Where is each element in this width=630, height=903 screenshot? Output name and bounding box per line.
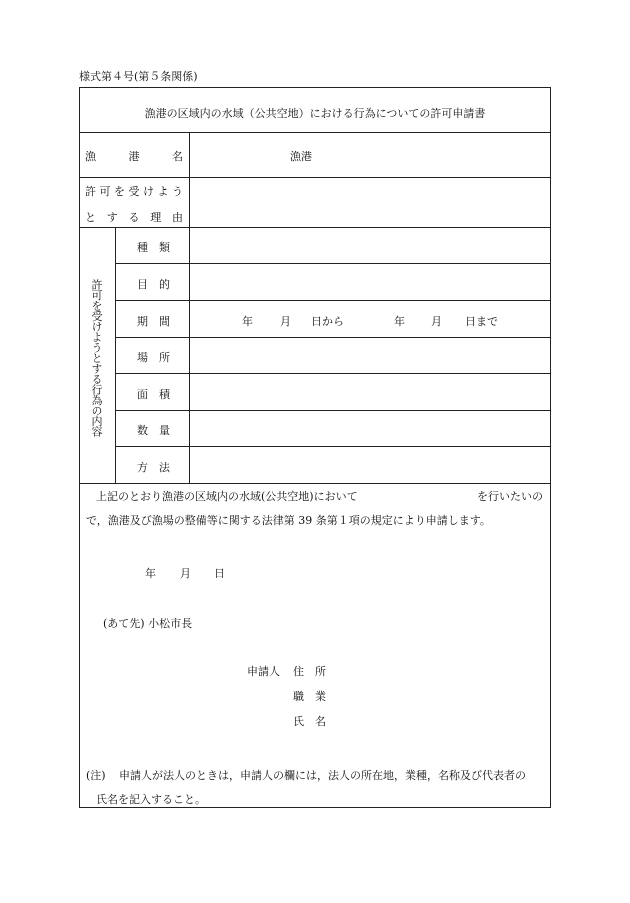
period-start-day: 日から	[311, 315, 344, 328]
addressee: (あて先) 小松市長	[103, 617, 193, 630]
divider	[80, 177, 550, 178]
row-label-quantity: 数 量	[137, 424, 170, 437]
divider	[115, 337, 550, 338]
divider	[115, 446, 550, 447]
row-label-place: 場 所	[137, 351, 170, 364]
date-day: 日	[214, 567, 225, 580]
column-divider	[189, 132, 190, 483]
applicant-occupation-label: 職 業	[293, 690, 326, 703]
divider	[115, 300, 550, 301]
date-year: 年	[145, 567, 156, 580]
period-start-year: 年	[242, 315, 253, 328]
applicant-address-label: 住 所	[293, 665, 326, 678]
period-end-month: 月	[431, 315, 442, 328]
declaration-line2: で，漁港及び漁場の整備等に関する法律第 39 条第１項の規定により申請します。	[86, 514, 491, 527]
period-end-year: 年	[394, 315, 405, 328]
row-label-purpose: 目 的	[137, 278, 170, 291]
fishing-port-value: 漁港	[290, 150, 312, 163]
period-start-month: 月	[280, 315, 291, 328]
reason-label-line2: と す る 理 由	[85, 211, 183, 224]
period-end-day: 日まで	[465, 315, 498, 328]
divider	[115, 373, 550, 374]
content-group-label: 許可を受けようとする行為の内容	[90, 279, 103, 437]
note-line1: 申請人が法人のときは，申請人の欄には，法人の所在地，業種，名称及び代表者の	[119, 769, 526, 782]
row-label-type: 種 類	[137, 241, 170, 254]
applicant-name-label: 氏 名	[293, 715, 326, 728]
row-label-area: 面 積	[137, 388, 170, 401]
declaration-line1-right: を行いたいの	[477, 490, 543, 503]
declaration-line1-left: 上記のとおり漁港の区域内の水域(公共空地)において	[96, 490, 358, 503]
divider	[80, 483, 550, 484]
note-prefix: (注)	[86, 769, 106, 782]
fishing-port-label: 漁 港 名	[85, 150, 183, 163]
date-month: 月	[180, 567, 191, 580]
column-divider	[115, 227, 116, 483]
reason-label-line1: 許 可 を 受 け よ う	[85, 185, 183, 198]
form-number: 様式第４号(第５条関係)	[79, 70, 198, 83]
applicant-label: 申請人	[247, 665, 280, 678]
row-label-method: 方 法	[137, 461, 170, 474]
application-form	[79, 87, 551, 808]
row-label-period: 期 間	[137, 315, 170, 328]
divider	[80, 227, 550, 228]
note-line2: 氏名を記入すること。	[96, 793, 206, 806]
divider	[115, 263, 550, 264]
form-title: 漁港の区域内の水域（公共空地）における行為についての許可申請書	[144, 107, 486, 120]
divider	[80, 132, 550, 133]
divider	[115, 410, 550, 411]
